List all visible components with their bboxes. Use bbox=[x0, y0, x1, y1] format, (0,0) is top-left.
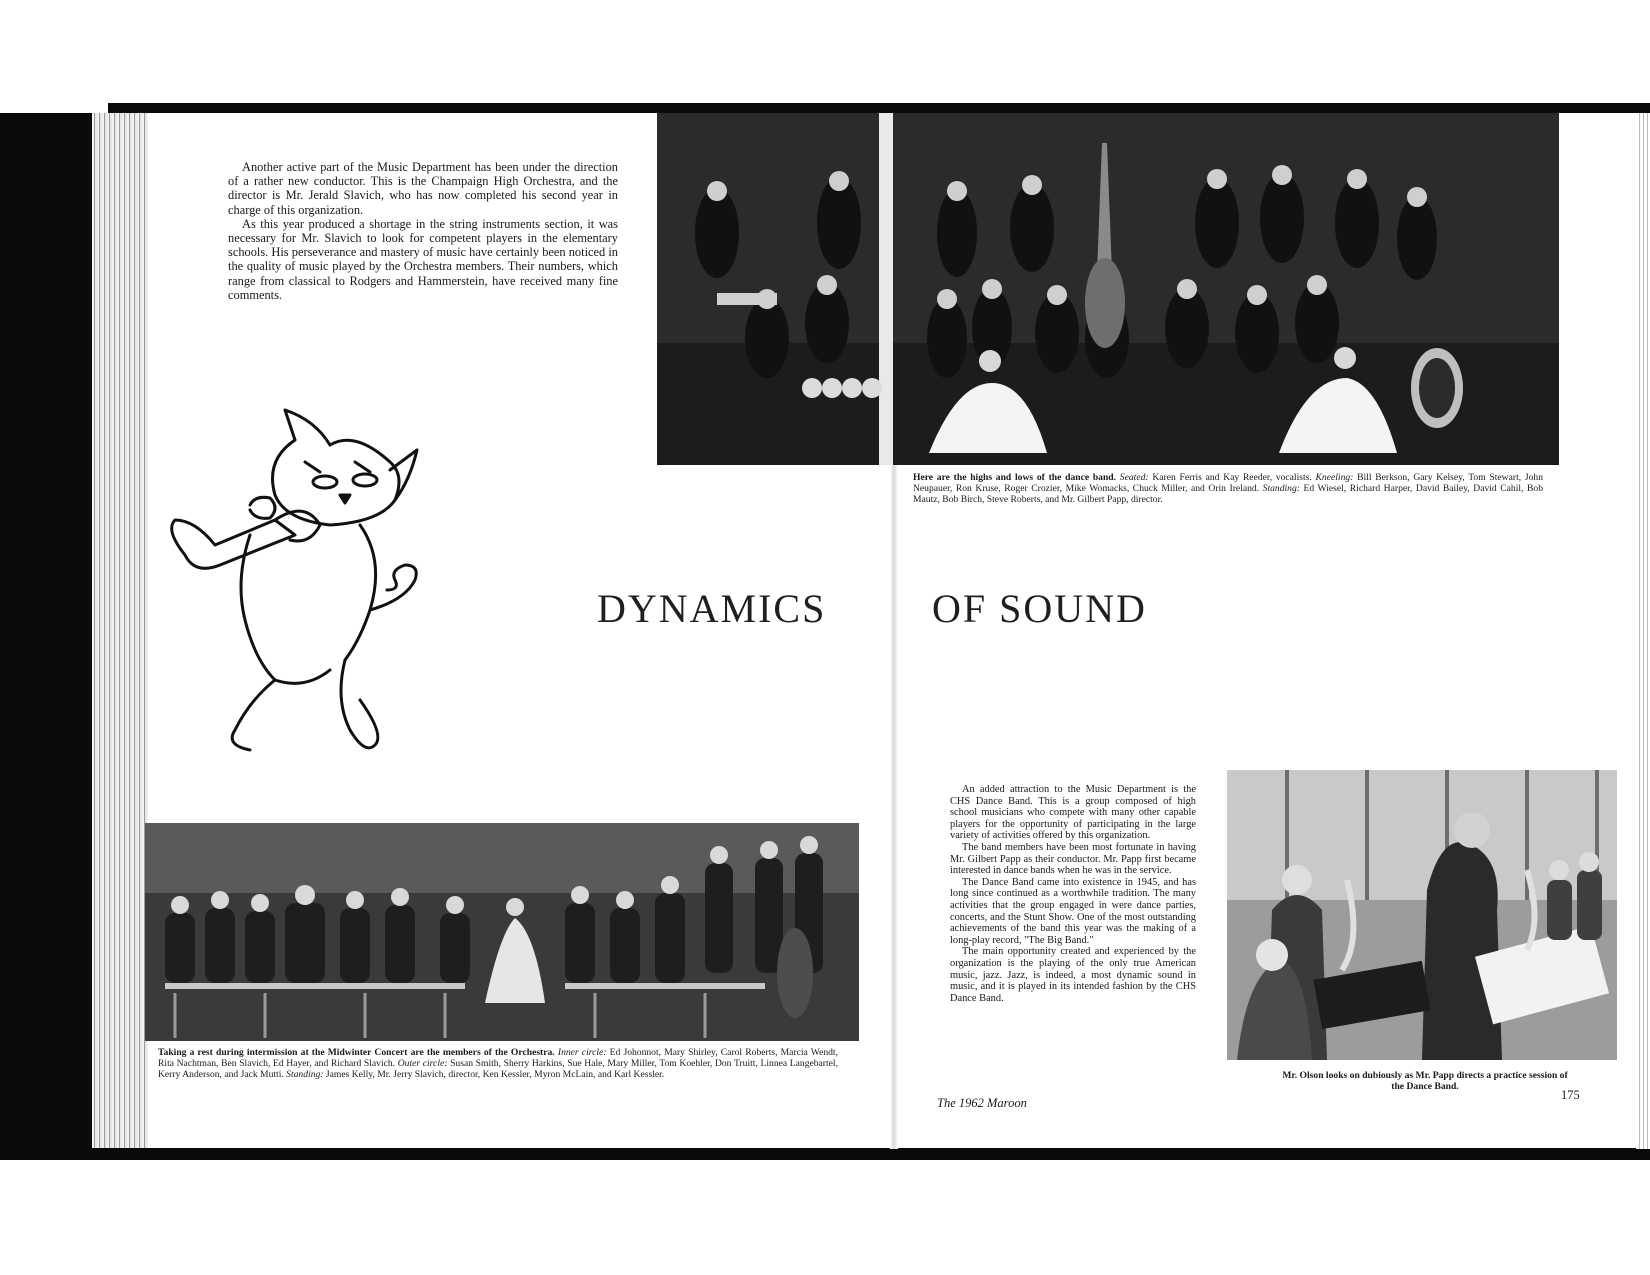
practice-photo-caption: Mr. Olson looks on dubiously as Mr. Papp directs a practice session of the Dance Band. bbox=[1282, 1070, 1568, 1092]
dance-band-paragraph-2: The band members have been most fortunate in having Mr. Gilbert Papp as their conductor. Mr. Papp first became interested in dance bands when he was in the service. bbox=[950, 841, 1196, 877]
orchestra-intermission-photo bbox=[145, 823, 859, 1041]
orchestra-caption-outer-label: Outer circle: bbox=[397, 1058, 448, 1069]
dance-band-paragraph-3: The Dance Band came into existence in 1945, and has long since continued as a worthwhile tradition. The many activities that the group engaged in were dance parties, concerts, and the Stunt Show. One of the most outstanding achievements of the band this year was the making of a long-play record, "The Big Band." bbox=[950, 876, 1196, 946]
dance-band-caption-seated: Karen Ferris and Kay Reeder, vocalists. bbox=[1148, 472, 1316, 483]
cat-playing-trumpet-illustration bbox=[155, 400, 425, 800]
dance-band-caption-kneeling: Bill Berkson, Gary Kelsey, Tom Stewart, John Neupauer, Ron Kruse, Roger Crozier, Mike Womacks, Chuck Miller, and Orin Ireland. bbox=[913, 472, 1543, 494]
orchestra-intro-paragraph-2: As this year produced a shortage in the string instruments section, it was necessary for Mr. Slavich to look for competent players in the elementary schools. His perseverance and mastery of music have certainly been noticed in the quality of music played by the Orchestra members. Their numbers, which range from classical to Rodgers and Hammerstein, have received many fine comments. bbox=[228, 216, 618, 302]
page-number: 175 bbox=[1561, 1088, 1580, 1102]
dance-band-photo-caption bbox=[913, 472, 1543, 505]
spread-title-left: DYNAMICS bbox=[597, 586, 827, 631]
orchestra-caption-lead: Taking a rest during intermission at the Midwinter Concert are the members of the Orchestra. bbox=[158, 1047, 555, 1058]
orchestra-caption-inner-label: Inner circle: bbox=[557, 1047, 607, 1058]
orchestra-caption-outer: Susan Smith, Sherry Harkins, Sue Hale, Mary Miller, Tom Koehler, Don Truitt, Linnea Langebartel, Kerry Anderson, and Jack Mutti. bbox=[158, 1058, 838, 1080]
orchestra-caption-standing: James Kelly, Mr. Jerry Slavich, director, Ken Kessler, Myron McLain, and Karl Kessler. bbox=[323, 1069, 665, 1080]
dance-band-text bbox=[950, 784, 1196, 1004]
dance-band-paragraph-1: An added attraction to the Music Department is the CHS Dance Band. This is a group composed of high school musicians who compete with many other capable players for the opportunity of participating in the large variety of activities offered by this organization. bbox=[950, 784, 1196, 842]
book-page-edges bbox=[92, 113, 148, 1149]
dance-band-paragraph-4: The main opportunity created and experienced by the organization is the playing of the only true American music, jazz. Jazz, is indeed, a most dynamic sound in music, and it is played in its intended fashion by the CHS Dance Band. bbox=[950, 946, 1196, 1004]
orchestra-intro-paragraph-1: Another active part of the Music Department has been under the direction of a rather new conductor. This is the Champaign High Orchestra, and the director is Mr. Jerald Slavich, who has now completed his second year in charge of this organization. bbox=[228, 160, 618, 217]
orchestra-caption-standing-label: Standing: bbox=[286, 1069, 324, 1080]
dance-band-group-photo bbox=[657, 113, 1559, 465]
scan-frame-left bbox=[0, 113, 92, 1160]
orchestra-caption-inner: Ed Johonnot, Mary Shirley, Carol Roberts, Marcia Wendt, Rita Nachtman, Ben Slavich, Ed Hayer, and Richard Slavich. bbox=[158, 1047, 839, 1069]
orchestra-photo-caption bbox=[158, 1047, 838, 1080]
yearbook-footer: The 1962 Maroon bbox=[937, 1096, 1027, 1110]
dance-band-caption-kneeling-label: Kneeling: bbox=[1315, 472, 1354, 483]
spread-title-right: OF SOUND bbox=[932, 586, 1147, 631]
orchestra-intro-text bbox=[228, 160, 618, 302]
dance-band-caption-standing: Ed Wiesel, Richard Harper, David Bailey, David Cahil, Bob Mautz, Bob Birch, Steve Roberts, and Mr. Gilbert Papp, director. bbox=[913, 483, 1543, 505]
book-right-edge bbox=[1636, 113, 1650, 1149]
band-practice-photo bbox=[1227, 770, 1617, 1060]
scan-frame-bottom bbox=[0, 1148, 1650, 1160]
dance-band-caption-lead: Here are the highs and lows of the dance band. bbox=[913, 472, 1117, 483]
scan-frame-top bbox=[108, 103, 1650, 113]
dance-band-caption-seated-label: Seated: bbox=[1119, 472, 1149, 483]
dance-band-caption-standing-label: Standing: bbox=[1262, 483, 1300, 494]
